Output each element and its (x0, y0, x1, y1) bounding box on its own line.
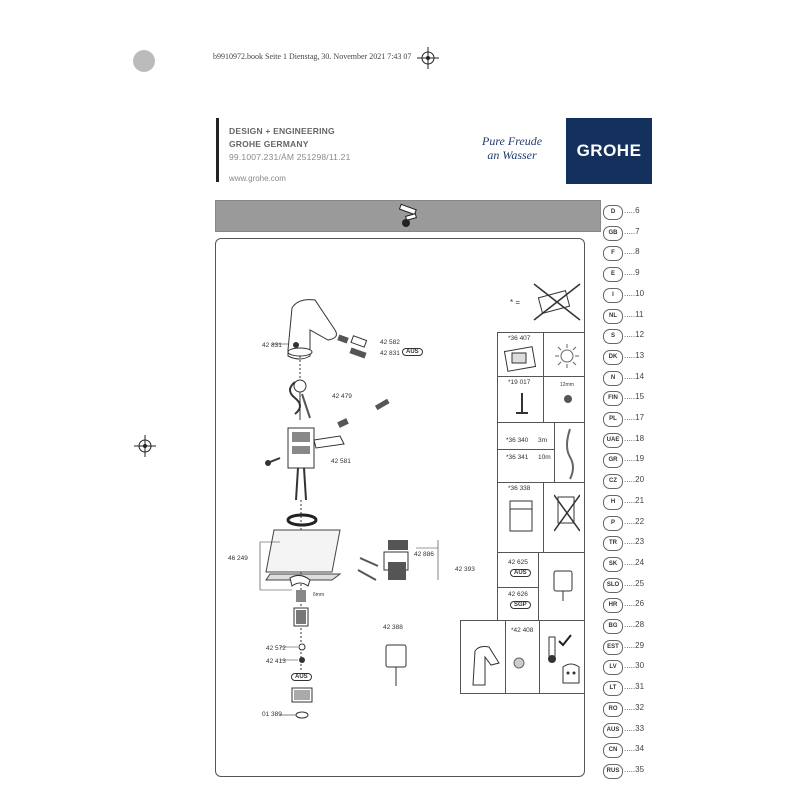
language-code-badge: NL (603, 309, 623, 324)
language-code-badge: SK (603, 557, 623, 572)
page-number: 35 (635, 764, 645, 774)
aus-badge: AUS (510, 569, 531, 577)
language-code-badge: S (603, 329, 623, 344)
accessory-number: *36 340 (506, 437, 529, 444)
language-page-number: .....9 (624, 268, 640, 278)
accessory-number: *42 408 (511, 627, 534, 634)
part-label: 42 886 (414, 551, 434, 558)
power-adapter-icon (550, 567, 576, 603)
page-number: 21 (635, 495, 645, 505)
page-number: 18 (635, 433, 645, 443)
remote-control-icon (502, 345, 540, 373)
language-code-badge: D (603, 205, 623, 220)
language-entry[interactable] (603, 658, 683, 676)
part-label: 42 479 (332, 393, 352, 400)
page-number: 30 (635, 661, 645, 671)
language-page-number: .....34 (624, 744, 645, 754)
language-entry[interactable] (603, 389, 683, 407)
language-code-badge: P (603, 516, 623, 531)
language-page-number: .....13 (624, 350, 645, 360)
measure-label: 6mm (313, 592, 325, 598)
language-code-badge: E (603, 267, 623, 282)
page-number: 12 (635, 330, 645, 340)
language-entry[interactable] (603, 451, 683, 469)
accessory-number: *19 017 (508, 379, 531, 386)
aus-badge: AUS (291, 673, 312, 681)
language-page-number: .....22 (624, 516, 645, 526)
cable-length: 10m (538, 454, 551, 461)
part-label: 42 393 (455, 566, 475, 573)
page-number: 28 (635, 620, 645, 629)
page-number: 24 (635, 557, 645, 567)
language-entry[interactable] (603, 493, 683, 511)
page-number: 34 (635, 744, 645, 754)
accessory-number: 42 625 (508, 559, 528, 566)
language-entry[interactable] (603, 369, 683, 387)
page-number: 13 (635, 350, 645, 360)
language-page-number: .....24 (624, 557, 645, 567)
page-number: 17 (635, 413, 645, 422)
website-link[interactable]: www.grohe.com (229, 174, 286, 183)
language-code-badge: DK (603, 350, 623, 365)
language-code-badge: RUS (603, 764, 623, 779)
document-code: 99.1007.231/ÄM 251298/11.21 (229, 152, 351, 162)
language-code-badge: SLO (603, 578, 623, 593)
language-entry[interactable] (603, 327, 683, 345)
language-page-number: .....10 (624, 288, 645, 298)
page-number: 31 (635, 682, 645, 692)
page-number: 6 (635, 206, 640, 215)
page-number: 25 (635, 578, 645, 588)
language-code-badge: UAE (603, 433, 623, 448)
language-entry[interactable] (603, 286, 683, 304)
language-page-number: .....19 (624, 454, 645, 464)
language-code-badge: LT (603, 681, 623, 696)
page-number: 32 (635, 702, 645, 712)
language-page-number: .....31 (624, 682, 645, 692)
language-page-number: .....12 (624, 330, 645, 340)
language-page-number: .....14 (624, 371, 645, 381)
language-entry[interactable] (603, 431, 683, 449)
installation-tool-icon (398, 203, 422, 229)
crosshair-icon (134, 435, 156, 457)
sgp-badge: SGP (510, 601, 531, 609)
accessory-number: *36 407 (508, 335, 531, 342)
page-number: 29 (635, 640, 645, 650)
language-code-badge: CZ (603, 474, 623, 489)
brand-block (229, 125, 351, 164)
language-entry[interactable] (603, 596, 683, 614)
language-page-number: .....17 (624, 413, 645, 422)
language-page-number: .....32 (624, 702, 645, 712)
language-code-badge: CN (603, 743, 623, 758)
not-included-icon (532, 282, 582, 322)
part-label: 46 249 (228, 555, 248, 562)
language-entry[interactable] (603, 410, 683, 428)
part-label: 42 572 (266, 645, 286, 652)
title-bar (215, 200, 601, 232)
language-page-number: .....18 (624, 433, 645, 443)
language-code-badge: TR (603, 536, 623, 551)
accessory-box (460, 620, 585, 694)
language-code-badge: F (603, 246, 623, 261)
part-label: 01 389 (262, 711, 282, 718)
page-number: 20 (635, 475, 645, 485)
part-label: 42 388 (383, 624, 403, 631)
brand-line2: GROHE GERMANY (229, 139, 309, 149)
accessory-number: *36 338 (508, 485, 531, 492)
language-code-badge: EST (603, 640, 623, 655)
accessory-box (497, 482, 585, 554)
language-entry[interactable] (603, 472, 683, 490)
page-number: 7 (635, 226, 640, 236)
page-number: 23 (635, 537, 645, 547)
language-page-number: .....28 (624, 620, 645, 629)
language-entry[interactable] (603, 576, 683, 594)
accessory-number: 42 626 (508, 591, 528, 598)
language-code-badge: H (603, 495, 623, 510)
accessory-number: *36 341 (506, 454, 529, 461)
page-number: 14 (635, 371, 645, 381)
registration-dot (133, 50, 155, 72)
language-entry[interactable] (603, 762, 683, 780)
language-code-badge: FIN (603, 391, 623, 406)
grohe-logo: GROHE (566, 118, 652, 184)
slogan-line2: an Wasser (487, 148, 537, 162)
aus-badge: AUS (402, 348, 423, 356)
language-code-badge: HR (603, 598, 623, 613)
language-entry[interactable] (603, 514, 683, 532)
part-label: 42 413 (266, 658, 286, 665)
cable-length: 3m (538, 437, 548, 444)
part-label: 42 831 (380, 350, 400, 357)
checkmark-icon (557, 633, 573, 647)
slogan-line1: Pure Freude (482, 134, 543, 148)
page-number: 8 (635, 247, 640, 257)
language-page-number: .....35 (624, 764, 645, 774)
language-entry[interactable] (603, 348, 683, 366)
faucet-icon (465, 641, 503, 687)
crosshair-icon (417, 47, 439, 69)
part-label: 42 831 (262, 342, 282, 349)
language-page-number: .....29 (624, 640, 645, 650)
language-entry[interactable] (603, 741, 683, 759)
language-page-number: .....11 (624, 309, 644, 319)
language-code-badge: AUS (603, 723, 623, 738)
accessory-box (497, 422, 585, 484)
language-entry[interactable] (603, 555, 683, 573)
language-entry[interactable] (603, 203, 683, 221)
language-entry[interactable] (603, 244, 683, 262)
language-entry[interactable] (603, 534, 683, 552)
language-code-badge: BG (603, 619, 623, 634)
language-entry[interactable] (603, 679, 683, 697)
language-page-number: .....7 (624, 226, 640, 236)
language-code-badge: LV (603, 660, 623, 675)
not-allowed-icon (554, 493, 580, 533)
language-page-number: .....20 (624, 475, 645, 485)
brand-line1: DESIGN + ENGINEERING (229, 126, 335, 136)
language-entry[interactable] (603, 617, 683, 635)
language-code-badge: PL (603, 412, 623, 427)
hex-key-icon (512, 391, 532, 421)
accessory-box (497, 376, 585, 424)
language-code-badge: I (603, 288, 623, 303)
language-code-badge: GR (603, 453, 623, 468)
page-number: 10 (635, 288, 645, 298)
language-entry[interactable] (603, 307, 683, 325)
legend-star: * = (510, 298, 521, 307)
language-page-number: .....15 (624, 392, 645, 402)
language-page-number: .....26 (624, 599, 645, 609)
language-entry[interactable] (603, 638, 683, 656)
nut-icon (562, 393, 574, 405)
page-number: 15 (635, 392, 645, 402)
language-page-number: .....30 (624, 661, 645, 671)
language-page-number: .....21 (624, 495, 645, 505)
page-number: 11 (635, 309, 644, 319)
sensor-icon (511, 655, 527, 671)
sun-gear-icon (554, 343, 580, 369)
page-number: 22 (635, 516, 645, 526)
page-number: 19 (635, 454, 645, 464)
page-number: 33 (635, 723, 645, 733)
language-page-number: .....8 (624, 247, 640, 257)
language-entry[interactable] (603, 721, 683, 739)
page-number: 26 (635, 599, 645, 609)
language-code-badge: GB (603, 226, 623, 241)
language-entry[interactable] (603, 700, 683, 718)
page-number: 9 (635, 268, 640, 278)
language-code-badge: N (603, 371, 623, 386)
language-page-number: .....6 (624, 206, 640, 215)
extension-cable-icon (560, 427, 580, 481)
part-label: 42 581 (331, 458, 351, 465)
mixer-valve-icon (561, 661, 581, 685)
brand-accent-bar (216, 118, 219, 182)
part-label: 42 582 (380, 339, 400, 346)
battery-box-icon (508, 499, 534, 535)
accessory-box (497, 332, 585, 378)
language-entry[interactable] (603, 224, 683, 242)
language-page-number: .....23 (624, 537, 645, 547)
language-page-number: .....25 (624, 578, 645, 588)
language-entry[interactable] (603, 265, 683, 283)
accessory-box (497, 552, 585, 622)
brand-slogan (482, 134, 542, 162)
language-page-number: .....33 (624, 723, 645, 733)
language-code-badge: RO (603, 702, 623, 717)
measure-label: 12mm (560, 382, 574, 388)
print-header: b9910972.book Seite 1 Dienstag, 30. November 2021 7:43 07 (213, 52, 412, 61)
